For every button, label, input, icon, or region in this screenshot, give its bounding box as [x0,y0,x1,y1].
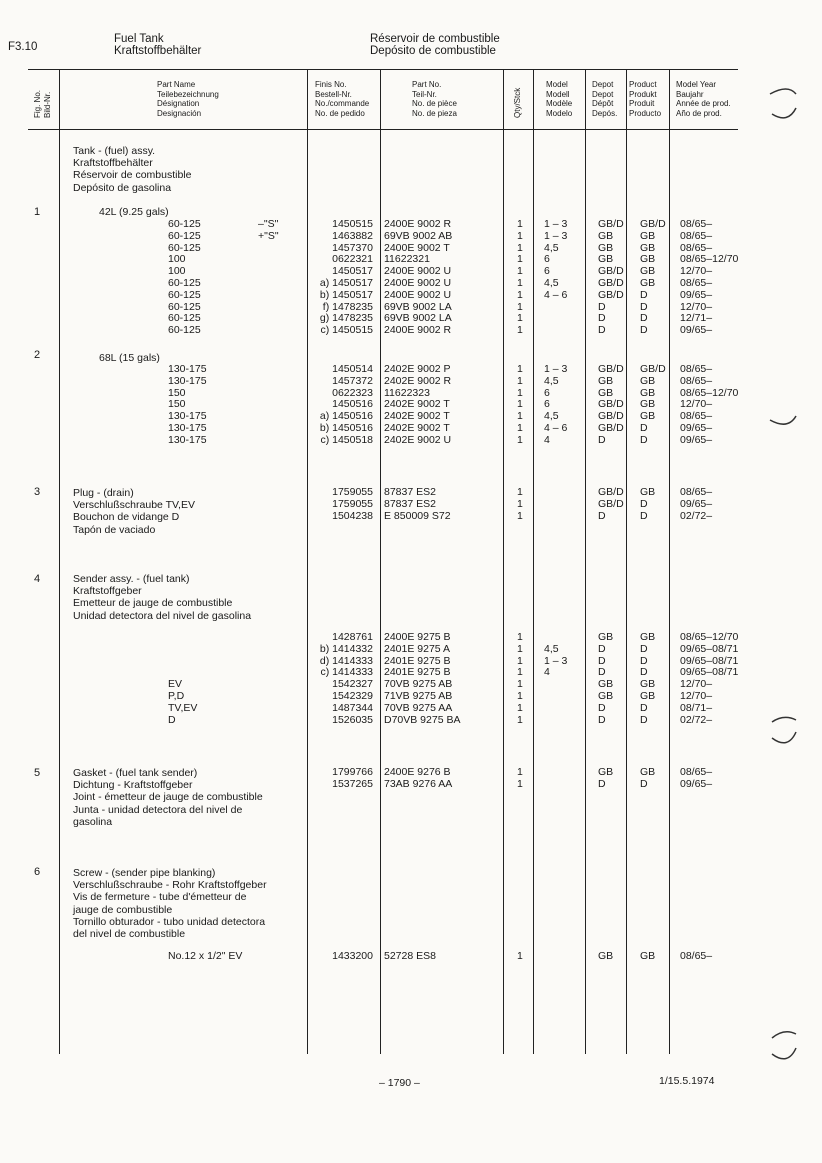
finis-number: 1537265 [332,777,373,790]
model-range: 1 – 3 [544,229,568,242]
part-number: E 850009 S72 [384,509,451,522]
part-number: 2400E 9002 R [384,218,452,230]
model-year: 08/65– [680,218,713,230]
quantity: 1 [517,678,523,691]
finis-number: 1759055 [332,486,373,498]
model-year: 12/70– [680,690,713,702]
model-year: 09/65– [680,433,713,446]
quantity: 1 [517,433,523,446]
table-row [0,644,822,656]
product-code: GB [640,386,656,399]
depot-code: D [598,642,606,655]
model-range: 4 – 6 [544,288,568,301]
quantity: 1 [517,777,523,790]
product-code: GB [640,631,656,643]
product-code: GB [640,678,656,691]
finis-number: c) 1414333 [320,666,373,679]
depot-code: GB/D [598,422,624,434]
table-row [0,435,822,447]
model-code: 60-125 [168,288,201,301]
fig-number: 4 [34,573,41,585]
depot-code: GB/D [598,363,624,375]
finis-number: 1428761 [332,631,373,643]
model-code: 130-175 [168,422,207,434]
table-row [0,290,822,302]
model-year: 09/65– [680,422,713,434]
model-range: 4 – 6 [544,422,568,434]
quantity: 1 [517,386,523,399]
product-code: D [640,497,648,510]
depot-code: GB [598,241,614,254]
page-number: – 1790 – [379,1077,420,1089]
model-code: 60-125 [168,277,201,289]
product-code: GB/D [640,218,666,230]
depot-code: GB [598,766,614,778]
part-number: 71VB 9275 AB [384,690,453,702]
table-row [0,325,822,337]
model-year: 09/65–08/71 [680,642,739,655]
issue-date: 1/15.5.1974 [659,1075,715,1087]
finis-number: a) 1450517 [319,277,373,289]
part-number: 69VB 9002 AB [384,229,453,242]
part-number: 70VB 9275 AB [384,678,453,691]
section-sender-description: Sender assy. - (fuel tank) Kraftstoffgeber Emetteur de jauge de combustible Unidad detectora del nivel de gasolina [73,573,252,622]
model-code: 130-175 [168,374,207,387]
section-tank-description: Tank - (fuel) assy. Kraftstoffbehälter Réservoir de combustible Depósito de gasolina [73,145,192,194]
product-code: D [640,713,648,726]
quantity: 1 [517,374,523,387]
finis-number: 1450517 [332,265,373,278]
model-range: 1 – 3 [544,654,568,667]
title-es: Depósito de combustible [370,45,496,57]
part-number: 2402E 9002 P [384,363,451,375]
model-year: 08/65–12/70 [680,253,739,266]
finis-number: 1463882 [332,229,373,242]
product-code: D [640,300,648,313]
part-number: 69VB 9002 LA [384,312,452,325]
product-code: D [640,666,648,679]
depot-code: D [598,312,606,325]
part-number: 70VB 9275 AA [384,701,453,714]
quantity: 1 [517,218,523,230]
quantity: 1 [517,666,523,679]
model-code: 60-125 [168,229,201,242]
column-divider [626,69,627,1054]
part-number: 11622321 [384,253,430,266]
model-year: 08/65–12/70 [680,631,739,643]
quantity: 1 [517,497,523,510]
product-code: D [640,422,648,434]
column-divider [380,69,381,1054]
model-range: 4,5 [544,374,559,387]
quantity: 1 [517,950,523,962]
table-row [0,715,822,727]
model-year: 12/71– [680,312,713,325]
column-divider [669,69,670,1054]
product-code: D [640,312,648,325]
column-divider [307,69,308,1054]
depot-code: D [598,300,606,313]
model-year: 02/72– [680,713,713,726]
depot-code: D [598,509,606,522]
part-number: 2402E 9002 T [384,398,450,411]
finis-number: 1433200 [332,950,373,962]
model-year: 08/65– [680,229,713,242]
table-header-rule [28,129,738,130]
quantity: 1 [517,265,523,278]
product-code: D [640,509,648,522]
quantity: 1 [517,654,523,667]
product-code: D [640,654,648,667]
model-code: TV,EV [168,701,198,714]
depot-code: GB/D [598,410,624,423]
model-year: 08/65– [680,486,713,498]
model-code: 60-125 [168,218,201,230]
binder-hole-mark [768,712,798,752]
model-code: EV [168,678,183,691]
product-code: GB [640,253,656,266]
depot-code: GB/D [598,277,624,289]
depot-code: GB/D [598,486,624,498]
header-depot: Depot Depot Dépôt Depós. [592,80,618,118]
part-number: 2400E 9002 U [384,288,452,301]
quantity: 1 [517,300,523,313]
product-code: GB [640,229,656,242]
product-code: D [640,288,648,301]
table-row [0,499,822,511]
model-code: P,D [168,690,185,702]
model-year: 02/72– [680,509,713,522]
column-divider [503,69,504,1054]
header-part-no: Part No. Teil-Nr. No. de pièce No. de pieza [412,80,457,118]
table-row [0,231,822,243]
model-range: 4,5 [544,277,559,289]
table-row [0,951,822,963]
quantity: 1 [517,410,523,423]
depot-code: D [598,713,606,726]
model-year: 09/65– [680,324,713,337]
part-number: 2400E 9002 U [384,277,452,289]
model-range: 4,5 [544,410,559,423]
model-year: 08/65– [680,374,713,387]
model-year: 09/65–08/71 [680,654,739,667]
model-year: 08/65– [680,277,713,289]
header-model-year: Model Year Baujahr Année de prod. Año de prod. [676,80,731,118]
product-code: GB [640,277,656,289]
model-range: 1 – 3 [544,218,568,230]
depot-code: D [598,654,606,667]
model-year: 12/70– [680,300,713,313]
product-code: GB [640,398,656,411]
section-gasket-description: Gasket - (fuel tank sender) Dichtung - Kraftstoffgeber Joint - émetteur de jauge de combustible Junta - unidad detectora del nivel de gasolina [73,767,263,828]
model-year: 08/65–12/70 [680,386,739,399]
fig-number: 6 [34,866,41,878]
model-year: 08/65– [680,241,713,254]
part-number: 2400E 9002 U [384,265,452,278]
product-code: GB [640,241,656,254]
model-range: 6 [544,265,550,278]
finis-number: 1542327 [332,678,373,691]
product-code: D [640,642,648,655]
binder-hole-mark [768,84,798,124]
model-code: 60-125 [168,241,201,254]
model-code: 150 [168,398,186,411]
header-finis-no: Finis No. Bestell-Nr. No./commande No. de pedido [315,80,370,118]
product-code: GB [640,410,656,423]
column-divider [585,69,586,1054]
model-suffix: +"S" [258,229,279,242]
page-code: F3.10 [8,41,38,53]
product-code: D [640,324,648,337]
model-code: 100 [168,253,186,266]
model-code: 130-175 [168,433,207,446]
quantity: 1 [517,363,523,375]
finis-number: 0622323 [332,386,373,399]
finis-number: a) 1450516 [319,410,373,423]
binder-hole-mark [768,1026,798,1066]
finis-number: 1542329 [332,690,373,702]
finis-number: b) 1450517 [319,288,373,301]
finis-number: 1487344 [332,701,373,714]
model-code: 130-175 [168,410,207,423]
product-code: GB/D [640,363,666,375]
part-number: 73AB 9276 AA [384,777,453,790]
model-range: 4,5 [544,642,559,655]
header-model: Model Modell Modèle Modelo [546,80,573,118]
fig-number: 1 [34,206,41,218]
part-number: 87837 ES2 [384,497,436,510]
model-code: 100 [168,265,186,278]
part-number: 2400E 9002 T [384,241,450,254]
finis-number: 1526035 [332,713,373,726]
quantity: 1 [517,229,523,242]
depot-code: GB/D [598,218,624,230]
finis-number: g) 1478235 [319,312,373,325]
product-code: GB [640,486,656,498]
part-number: 52728 ES8 [384,950,436,962]
depot-code: GB [598,253,614,266]
finis-number: c) 1450518 [320,433,373,446]
section-screw-description: Screw - (sender pipe blanking) Verschlußschraube - Rohr Kraftstoffgeber Vis de fermeture - tube d'émetteur de jauge de combustible Tornillo obturador - tubo unidad detectora del nivel de combustible [73,867,267,941]
header-qty: Qty/Stck [513,87,522,118]
model-code: D [168,713,176,726]
model-code: No.12 x 1/2" EV [168,950,243,962]
depot-code: GB [598,374,614,387]
part-number: 2400E 9002 R [384,324,452,337]
model-range: 4,5 [544,241,559,254]
quantity: 1 [517,701,523,714]
model-code: 150 [168,386,186,399]
depot-code: GB [598,678,614,691]
column-divider [59,69,60,1054]
model-year: 12/70– [680,265,713,278]
part-number: 2400E 9276 B [384,766,451,778]
part-number: 2401E 9275 A [384,642,450,655]
table-row [0,376,822,388]
model-range: 6 [544,386,550,399]
product-code: D [640,433,648,446]
depot-code: GB [598,690,614,702]
finis-number: 1450514 [332,363,373,375]
quantity: 1 [517,631,523,643]
model-year: 09/65– [680,497,713,510]
quantity: 1 [517,486,523,498]
group-label: 68L (15 gals) [99,352,160,364]
quantity: 1 [517,422,523,434]
quantity: 1 [517,312,523,325]
header-product: Product Produkt Produit Producto [629,80,662,118]
fig-number: 2 [34,349,41,361]
part-number: 2401E 9275 B [384,654,451,667]
product-code: D [640,777,648,790]
finis-number: b) 1450516 [319,422,373,434]
part-number: D70VB 9275 BA [384,713,461,726]
model-year: 08/71– [680,701,713,714]
title-de: Kraftstoffbehälter [114,45,202,57]
part-number: 11622323 [384,386,430,399]
depot-code: D [598,666,606,679]
model-range: 1 – 3 [544,363,568,375]
fig-number: 3 [34,486,41,498]
quantity: 1 [517,277,523,289]
section-plug-description: Plug - (drain) Verschlußschraube TV,EV Bouchon de vidange D Tapón de vaciado [73,487,195,536]
model-range: 4 [544,433,550,446]
title-en: Fuel Tank [114,33,164,45]
model-code: 130-175 [168,363,207,375]
depot-code: GB/D [598,497,624,510]
product-code: GB [640,766,656,778]
part-number: 2400E 9275 B [384,631,451,643]
model-year: 09/65–08/71 [680,666,739,679]
model-year: 08/65– [680,950,713,962]
binder-hole-mark [768,410,798,440]
depot-code: D [598,433,606,446]
model-year: 09/65– [680,288,713,301]
quantity: 1 [517,766,523,778]
finis-number: f) 1478235 [322,300,373,313]
quantity: 1 [517,398,523,411]
quantity: 1 [517,642,523,655]
model-range: 6 [544,253,550,266]
finis-number: 1759055 [332,497,373,510]
product-code: D [640,701,648,714]
part-number: 87837 ES2 [384,486,436,498]
model-year: 08/65– [680,363,713,375]
quantity: 1 [517,253,523,266]
product-code: GB [640,950,656,962]
depot-code: D [598,701,606,714]
part-number: 2402E 9002 R [384,374,452,387]
part-number: 2402E 9002 U [384,433,452,446]
model-year: 12/70– [680,398,713,411]
table-row [0,511,822,523]
depot-code: GB [598,631,614,643]
finis-number: 1504238 [332,509,373,522]
quantity: 1 [517,288,523,301]
depot-code: GB [598,950,614,962]
table-top-rule [28,69,738,70]
product-code: GB [640,265,656,278]
header-bild-nr: Bild-Nr. [43,91,52,118]
table-row [0,703,822,715]
model-year: 08/65– [680,766,713,778]
header-fig-no: Fig. No. [33,89,42,118]
product-code: GB [640,690,656,702]
finis-number: 1457372 [332,374,373,387]
finis-number: d) 1414333 [319,654,373,667]
finis-number: 0622321 [332,253,373,266]
column-divider [533,69,534,1054]
model-suffix: –"S" [258,218,279,230]
finis-number: 1457370 [332,241,373,254]
model-range: 6 [544,398,550,411]
model-year: 08/65– [680,410,713,423]
finis-number: b) 1414332 [319,642,373,655]
model-code: 60-125 [168,312,201,325]
finis-number: 1450516 [332,398,373,411]
quantity: 1 [517,241,523,254]
part-number: 2402E 9002 T [384,410,450,423]
group-label: 42L (9.25 gals) [99,206,169,218]
depot-code: GB [598,386,614,399]
model-range: 4 [544,666,550,679]
quantity: 1 [517,713,523,726]
product-code: GB [640,374,656,387]
model-code: 60-125 [168,324,201,337]
model-code: 60-125 [168,300,201,313]
depot-code: D [598,777,606,790]
quantity: 1 [517,509,523,522]
title-fr: Réservoir de combustible [370,33,500,45]
depot-code: GB/D [598,288,624,301]
model-year: 12/70– [680,678,713,691]
fig-number: 5 [34,767,41,779]
finis-number: 1799766 [332,766,373,778]
depot-code: GB [598,229,614,242]
depot-code: GB/D [598,398,624,411]
part-number: 69VB 9002 LA [384,300,452,313]
quantity: 1 [517,324,523,337]
table-row [0,779,822,791]
finis-number: c) 1450515 [320,324,373,337]
depot-code: GB/D [598,265,624,278]
model-year: 09/65– [680,777,713,790]
part-number: 2402E 9002 T [384,422,450,434]
quantity: 1 [517,690,523,702]
part-number: 2401E 9275 B [384,666,451,679]
finis-number: 1450515 [332,218,373,230]
depot-code: D [598,324,606,337]
header-part-name: Part Name Teilebezeichnung Désignation Designación [157,80,219,118]
